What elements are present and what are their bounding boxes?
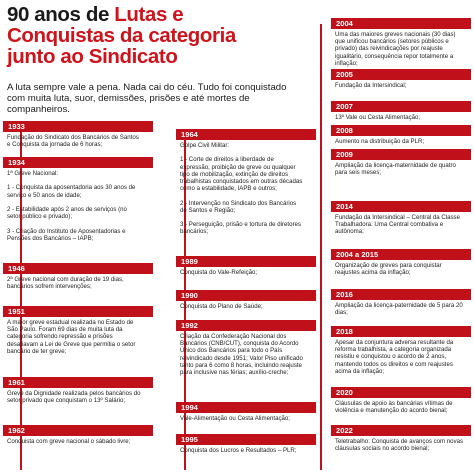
event-text: 2ª Greve nacional com duração de 19 dias, bancários sofrem intervenções;: [7, 276, 124, 291]
year-label: 2018: [331, 326, 471, 337]
title-line-1: 90 anos de Lutas e: [7, 3, 184, 26]
year-label: 2014: [331, 201, 471, 212]
year-label: 2016: [331, 289, 471, 300]
year-label: 1994: [176, 402, 316, 413]
event-text: Ampliação da licença-maternidade de quatro para seis meses;: [335, 162, 456, 177]
year-label: 1961: [3, 377, 153, 388]
event-text: Organização de greves para conquistar reajustes acima da inflação;: [335, 262, 442, 277]
page-title: [7, 4, 307, 67]
event-text: Conquista dos Lucros e Resultados – PLR;: [180, 447, 297, 454]
year-label: 1962: [3, 425, 153, 436]
event-text: Greve da Dignidade realizada pelos bancários do setor privado que conquistam o 13º Salário;: [7, 390, 141, 405]
event-text: Fundação da Intersindical – Central da Classe Trabalhadora. Uma Central combativa e autônoma;: [335, 214, 460, 236]
year-label: 1946: [3, 263, 153, 274]
event-text: Conquista do Vale-Refeição;: [180, 269, 258, 276]
year-label: 1933: [3, 121, 153, 132]
year-label: 2022: [331, 425, 471, 436]
year-label: 2009: [331, 149, 471, 160]
title-line-3: junto ao Sindicato: [7, 45, 178, 68]
year-label: 1995: [176, 434, 316, 445]
event-text: Fundação da Intersindical;: [335, 82, 407, 89]
event-text: Uma das maiores greves nacionais (30 dias) que unificou bancários (setores públicos e privado) das reivindicações por reajuste igualitário, consequência repor totalmente a inflação;: [335, 31, 456, 67]
title-line-2: Conquistas da categoria: [7, 24, 236, 47]
year-label: 2004 a 2015: [331, 249, 471, 260]
event-text: Vale-Alimentação ou Cesta Alimentação;: [180, 415, 290, 422]
event-text: Teletrabalho: Conquista de avanços com novas cláusulas sociais no acordo bienal;: [335, 438, 464, 453]
event-text: Conquista com greve nacional o sábado livre;: [7, 438, 131, 445]
event-text: Cláusulas de apoio às bancárias vítimas de violência e manutenção do acordo bienal;: [335, 400, 453, 415]
year-label: 1990: [176, 290, 316, 301]
event-text: Golpe Civil Militar: 1 - Corte de direitos a liberdade de expressão, proibição de greve ou qualquer tipo de mobilização, extinção de direitos trabalhistas conquistados em outras décadas como a estabilidade, IAPB e outros; 2 - Intervenção no Sindicato dos Bancários de Santos e Região; 3 - Perseguição, prisão e tortura de diretores bancários;: [180, 142, 303, 236]
year-label: 2005: [331, 69, 471, 80]
event-text: Fundação do Sindicato dos Bancários de Santos e Conquista da jornada de 6 horas;: [7, 134, 139, 149]
event-text: A maior greve estadual realizada no Estado de São Paulo. Foram 69 dias de muita luta da categoria sofrendo repressão e prisões desafiavam a Lei de Greve que permitia o setor bancário de ter greve;: [7, 319, 136, 355]
year-label: 1992: [176, 320, 316, 331]
year-label: 1951: [3, 306, 153, 317]
event-text: Apesar da conjuntura adversa resultante da reforma trabalhista, a categoria organizada resistiu e conquistou o acordo de 2 anos, mantendo todos os direitos e com reajustes acima da inflação;: [335, 339, 454, 375]
year-label: 1934: [3, 157, 153, 168]
year-label: 2007: [331, 101, 471, 112]
event-text: Criação da Confederação Nacional dos Bancários (CNB/CUT), conquista do Acordo Único dos Bancários para todo o País reivindicado desde 1951; Valor Piso unificado tanto para 6 como 8 horas, incluindo reajuste para inclusive nas férias; auxílio-creche;: [180, 333, 303, 377]
year-label: 1964: [176, 129, 316, 140]
event-text: Conquista do Plano de Saúde;: [180, 303, 263, 310]
year-label: 2020: [331, 387, 471, 398]
subtitle: A luta sempre vale a pena. Nada cai do céu. Tudo foi conquistado com muita luta, suor, demissões, prisões e até mortes de companheiros.: [7, 82, 287, 115]
year-label: 2008: [331, 125, 471, 136]
event-text: Aumento na distribuição da PLR;: [335, 138, 425, 145]
event-text: 13º Vale ou Cesta Alimentação;: [335, 114, 421, 121]
event-text: Ampliação da licença-paternidade de 5 para 20 dias;: [335, 302, 463, 317]
year-label: 1989: [176, 256, 316, 267]
timeline-rail: [320, 24, 322, 470]
year-label: 2004: [331, 18, 471, 29]
event-text: 1ª Greve Nacional: 1 - Conquista da aposentadoria aos 30 anos de serviço e 50 anos de idade; 2 - Estabilidade após 2 anos de serviços (no setor público e privado); 3 - Criação do Instituto de Aposentadorias e Pensões dos Bancários – IAPB;: [7, 170, 136, 242]
